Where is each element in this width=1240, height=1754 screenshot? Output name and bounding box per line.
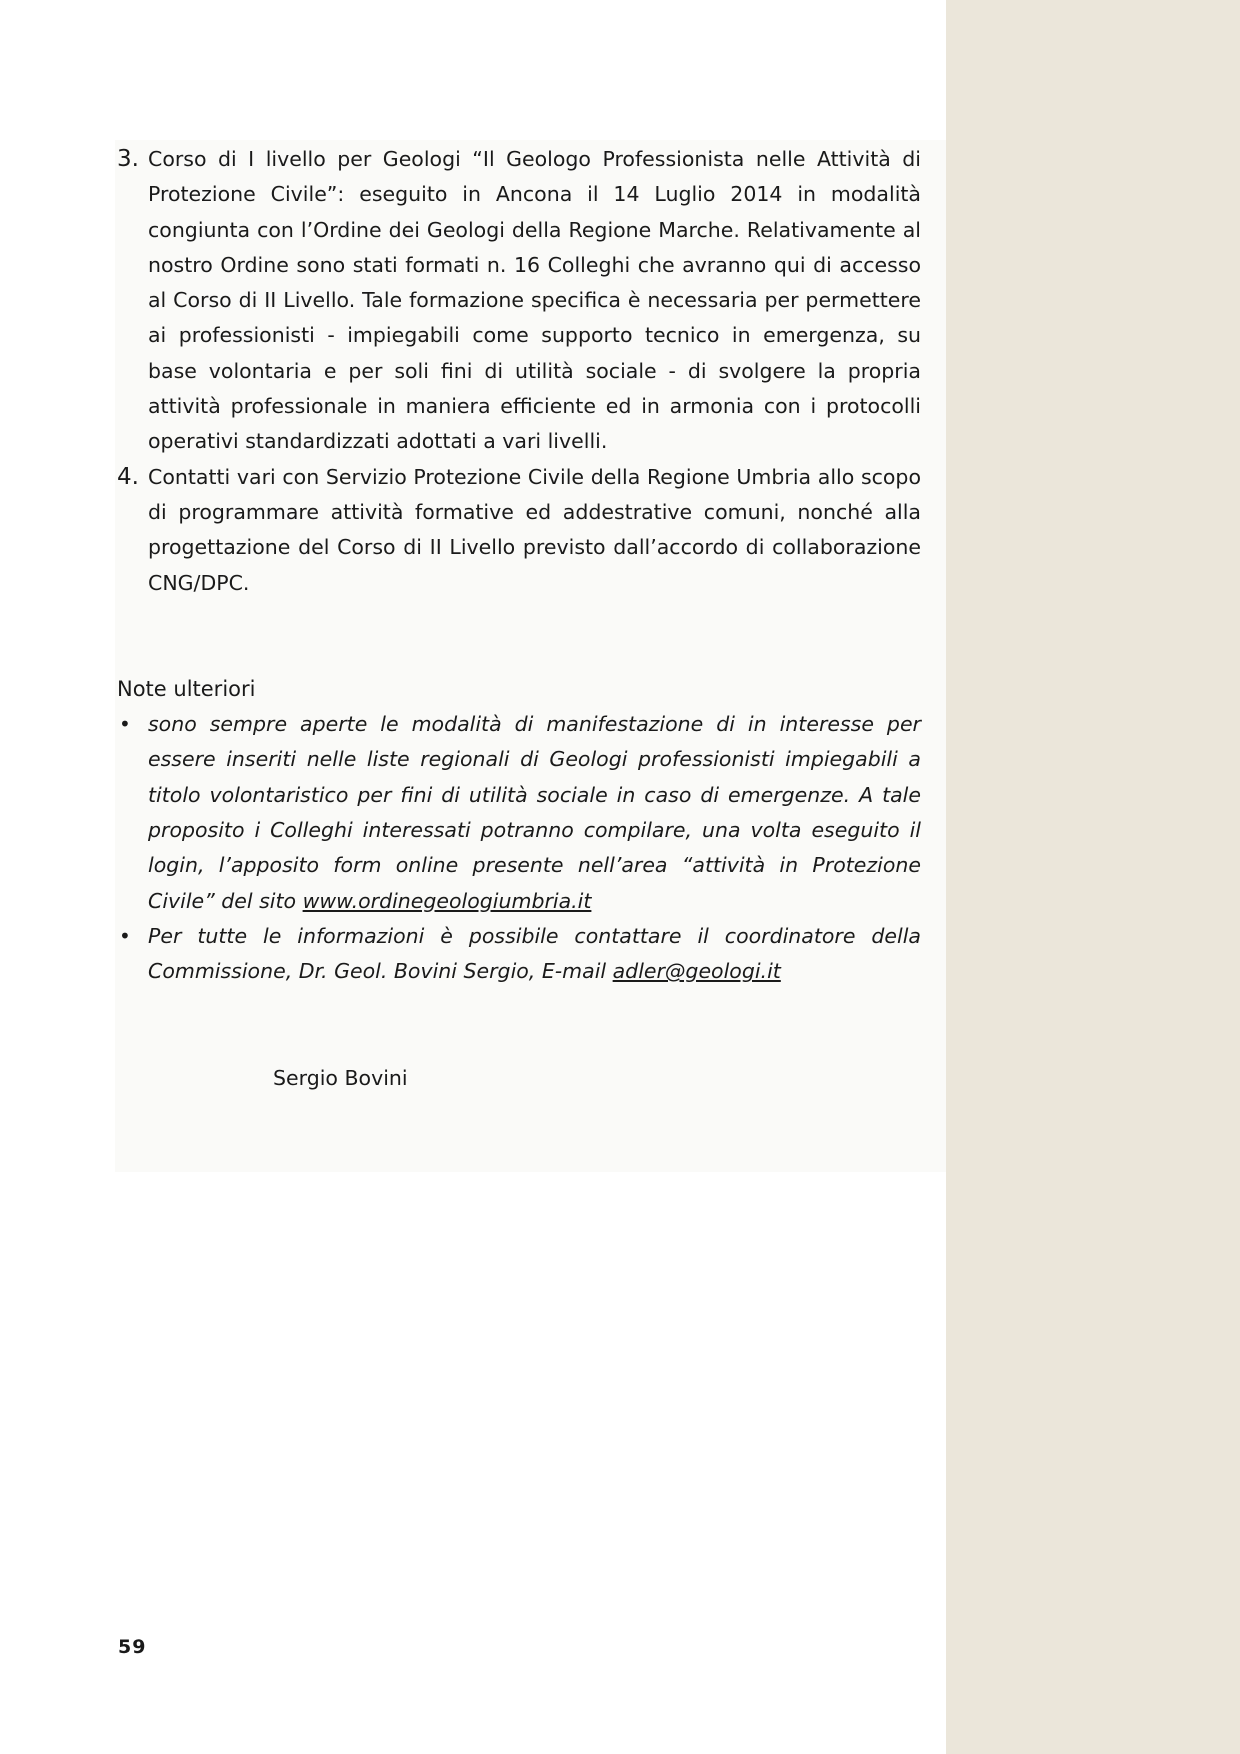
bullet-icon: • [119, 923, 131, 948]
list-item-4 [117, 460, 921, 601]
bullet-icon: • [119, 712, 131, 737]
list-item-text: Corso di I livello per Geologi “Il Geologo Professionista nelle Attività di Protezione Civile”: eseguito in Ancona il 14 Luglio 2014 in modalità congiunta con l’Ordine dei Geologi della Regione Marche. Relativamente al nostro Ordine sono stati formati n. 16 Colleghi che avranno qui di accesso al Corso di II Livello. Tale formazione specifica è necessaria per permettere ai professionisti - impiegabili come supporto tecnico in emergenza, su base volontaria e per soli fini di utilità sociale - di svolgere la propria attività professionale in maniera efficiente ed in armonia con i protocolli operativi standardizzati adottati a vari livelli. [148, 147, 921, 454]
document-body [117, 142, 921, 1096]
notes-bullet-1 [117, 707, 921, 919]
signature: Sergio Bovini [273, 1065, 408, 1090]
list-item-3 [117, 142, 921, 460]
page-number: 59 [118, 1636, 147, 1658]
list-number: 3. [117, 146, 139, 172]
email-link[interactable]: adler@geologi.it [612, 959, 781, 984]
notes-heading: Note ulteriori [117, 676, 256, 701]
bullet-text: sono sempre aperte le modalità di manifestazione di in interesse per essere inseriti nelle liste regionali di Geologi professionisti impiegabili a titolo volontaristico per fini di utilità sociale in caso di emergenze. A tale proposito i Colleghi interessati potranno compilare, una volta eseguito il login, l’apposito form online presente nell’area “attività in Protezione Civile” del sito [148, 712, 921, 913]
list-number: 4. [117, 463, 139, 490]
notes-bullet-2 [117, 919, 921, 990]
bullet-text: Per tutte le informazioni è possibile contattare il coordinatore della Commissione, Dr. Geol. Bovini Sergio, E-mail [148, 923, 921, 984]
page-margin-band [946, 0, 1240, 1754]
website-link[interactable]: www.ordinegeologiumbria.it [302, 888, 592, 913]
list-item-text: Contatti vari con Servizio Protezione Civile della Regione Umbria allo scopo di programmare attività formative ed addestrative comuni, nonché alla progettazione del Corso di II Livello previsto dall’accordo di collaborazione CNG/DPC. [148, 464, 921, 595]
